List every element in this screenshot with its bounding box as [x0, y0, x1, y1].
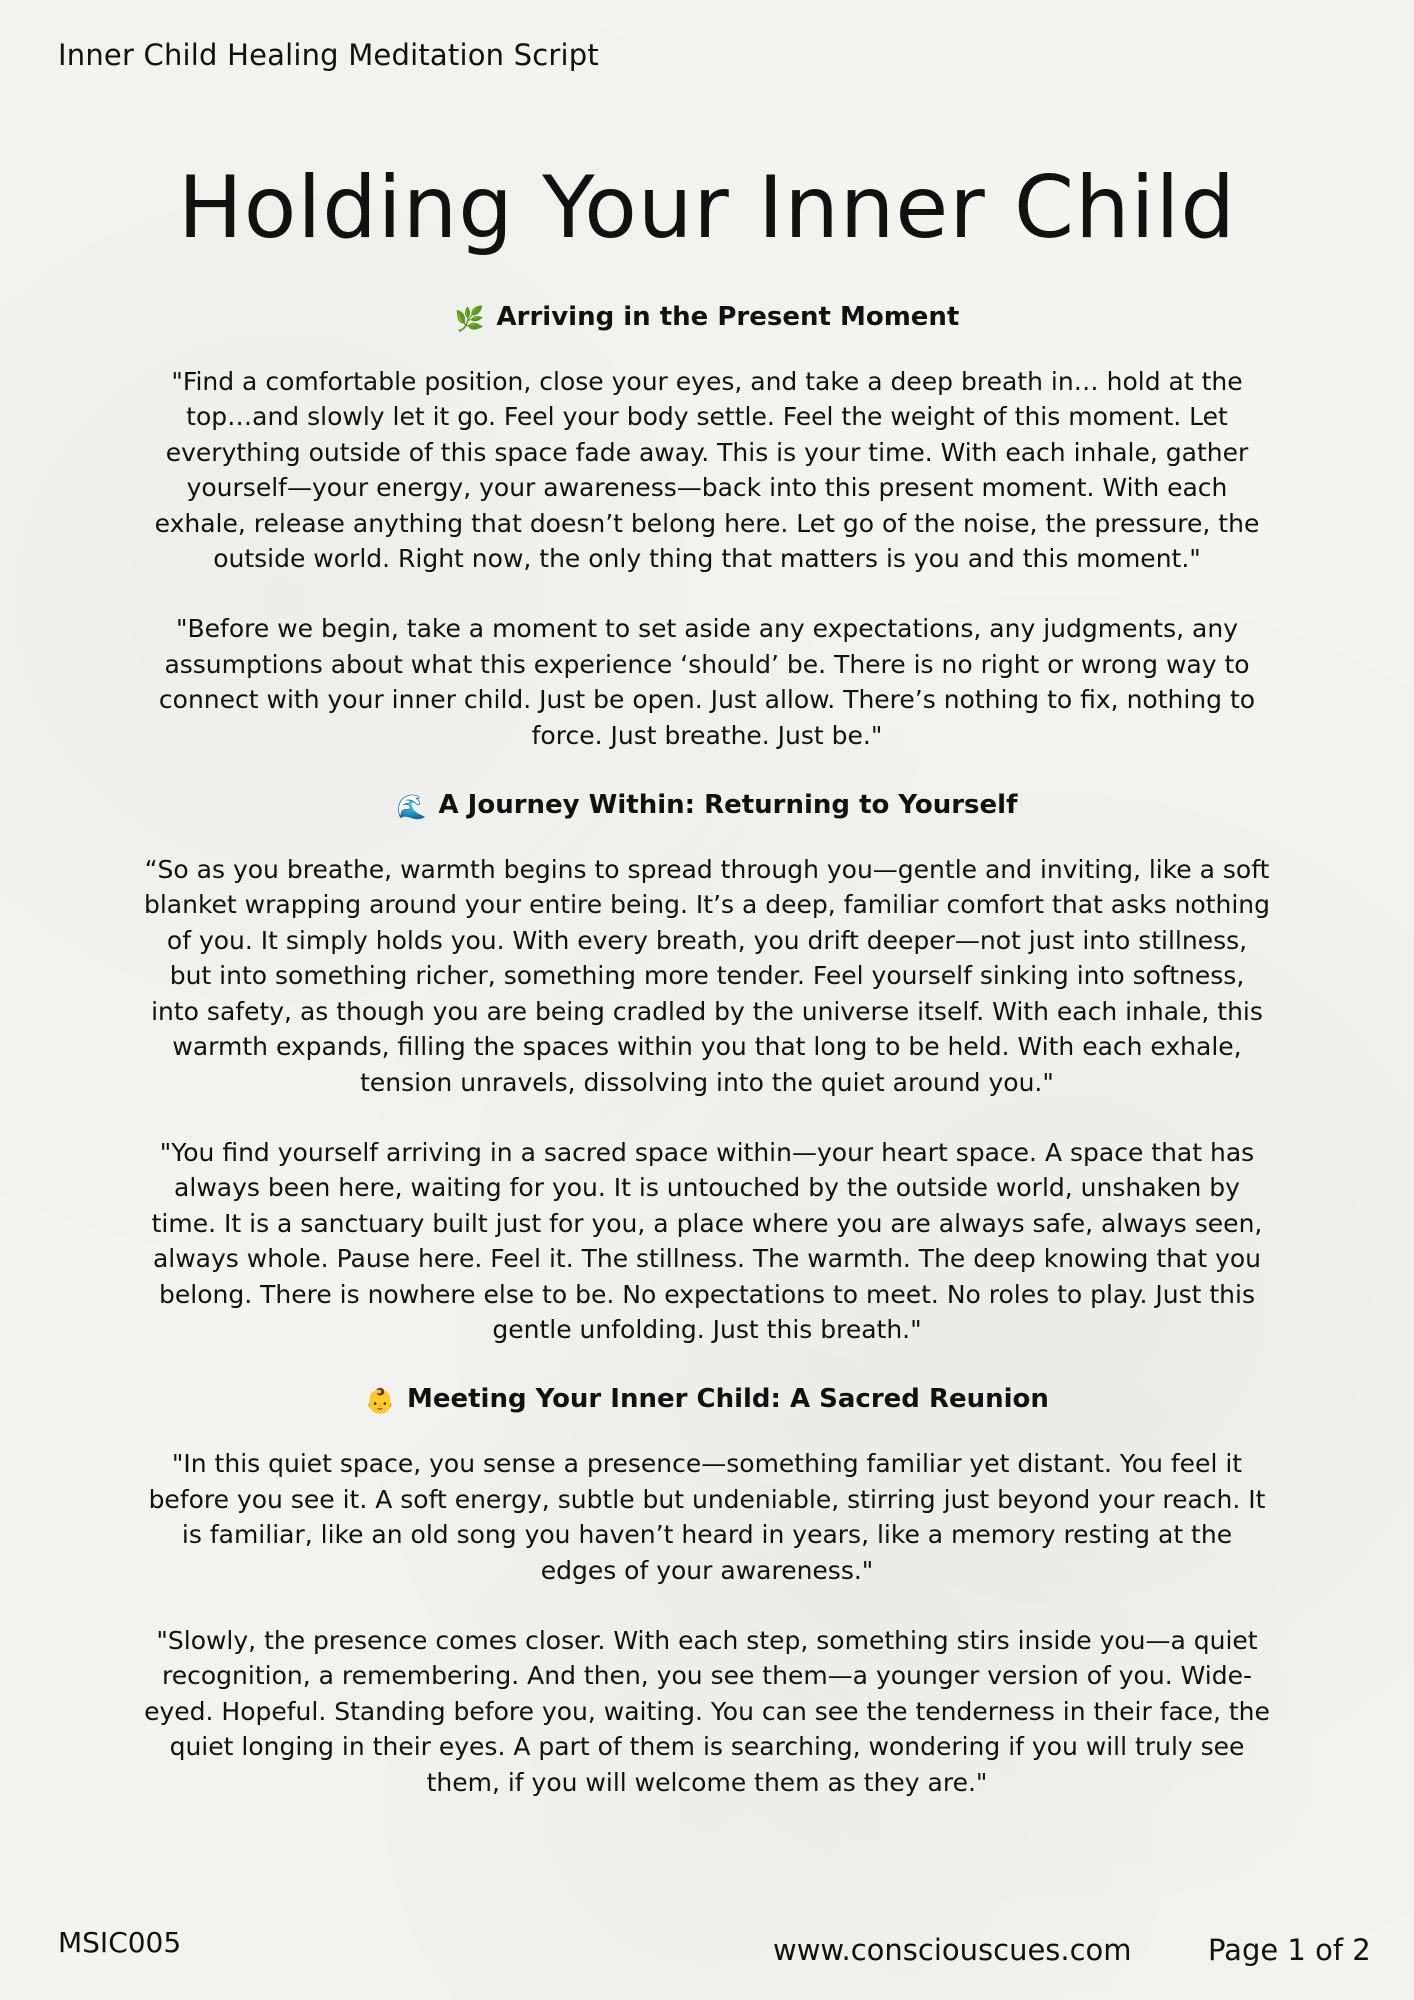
section-heading	[143, 300, 1271, 336]
section-arriving	[143, 300, 1271, 753]
script-paragraph: "Before we begin, take a moment to set aside any expectations, any judgments, any assumptions about what this experience ‘should’ be. There is no right or wrong way to connect with your inner child. Just be open. Just allow. There’s nothing to fix, nothing to force. Just breathe. Just be."	[158, 614, 1256, 750]
script-paragraph: "You find yourself arriving in a sacred space within—your heart space. A space that has always been here, waiting for you. It is untouched by the outside world, unshaken by time. It is a sanctuary built just for you, a place where you are always safe, always seen, always whole. Pause here. Feel it. The stillness. The warmth. The deep knowing that you belong. There is nowhere else to be. No expectations to meet. No roles to play. Just this gentle unfolding. Just this breath."	[151, 1137, 1263, 1344]
section-journey-within	[143, 788, 1271, 1347]
website-link[interactable]: www.consciouscues.com	[773, 1933, 1132, 1967]
section-heading-text: A Journey Within: Returning to Yourself	[438, 790, 1018, 821]
page-number: Page 1 of 2	[1208, 1933, 1371, 1967]
script-paragraph: "Find a comfortable position, close your eyes, and take a deep breath in… hold at the top…and slowly let it go. Feel your body settle. Feel the weight of this moment. Let everything outside of this space fade away. This is your time. With each inhale, gather yourself—your energy, your awareness—back into this present moment. With each exhale, release anything that doesn’t belong here. Let go of the noise, the pressure, the outside world. Right now, the only thing that matters is you and this moment."	[154, 367, 1260, 574]
wave-icon: 🌊	[396, 793, 427, 822]
herb-icon: 🌿	[454, 305, 485, 333]
page-title: Holding Your Inner Child	[178, 158, 1236, 258]
script-content	[143, 300, 1271, 1835]
child-icon: 👶	[365, 1387, 395, 1416]
section-heading-text: Arriving in the Present Moment	[496, 302, 960, 332]
script-paragraph: "In this quiet space, you sense a presence—something familiar yet distant. You feel it before you see it. A soft energy, subtle but undeniable, stirring just beyond your reach. It is familiar, like an old song you haven’t heard in years, like a memory resting at the edges of your awareness."	[148, 1449, 1266, 1585]
script-paragraph: “So as you breathe, warmth begins to spread through you—gentle and inviting, like a soft blanket wrapping around your entire being. It’s a deep, familiar comfort that asks nothing of you. It simply holds you. With every breath, you drift deeper—not just into stillness, but into something richer, something more tender. Feel yourself sinking into softness, into safety, as though you are being cradled by the universe itself. With each inhale, this warmth expands, filling the spaces within you that long to be held. With each exhale, tension unravels, dissolving into the quiet around you."	[143, 855, 1270, 1097]
document-header-label: Inner Child Healing Meditation Script	[58, 38, 599, 72]
section-heading	[143, 1382, 1271, 1418]
document-code: MSIC005	[58, 1926, 182, 1959]
section-heading	[143, 788, 1271, 824]
section-meeting-inner-child	[143, 1382, 1271, 1800]
section-heading-text: Meeting Your Inner Child: A Sacred Reunion	[406, 1384, 1049, 1415]
script-paragraph: "Slowly, the presence comes closer. With each step, something stirs inside you—a quiet recognition, a remembering. And then, you see them—a younger version of you. Wide-eyed. Hopeful. Standing before you, waiting. You can see the tenderness in their face, the quiet longing in their eyes. A part of them is searching, wondering if you will truly see them, if you will welcome them as they are."	[144, 1625, 1270, 1797]
